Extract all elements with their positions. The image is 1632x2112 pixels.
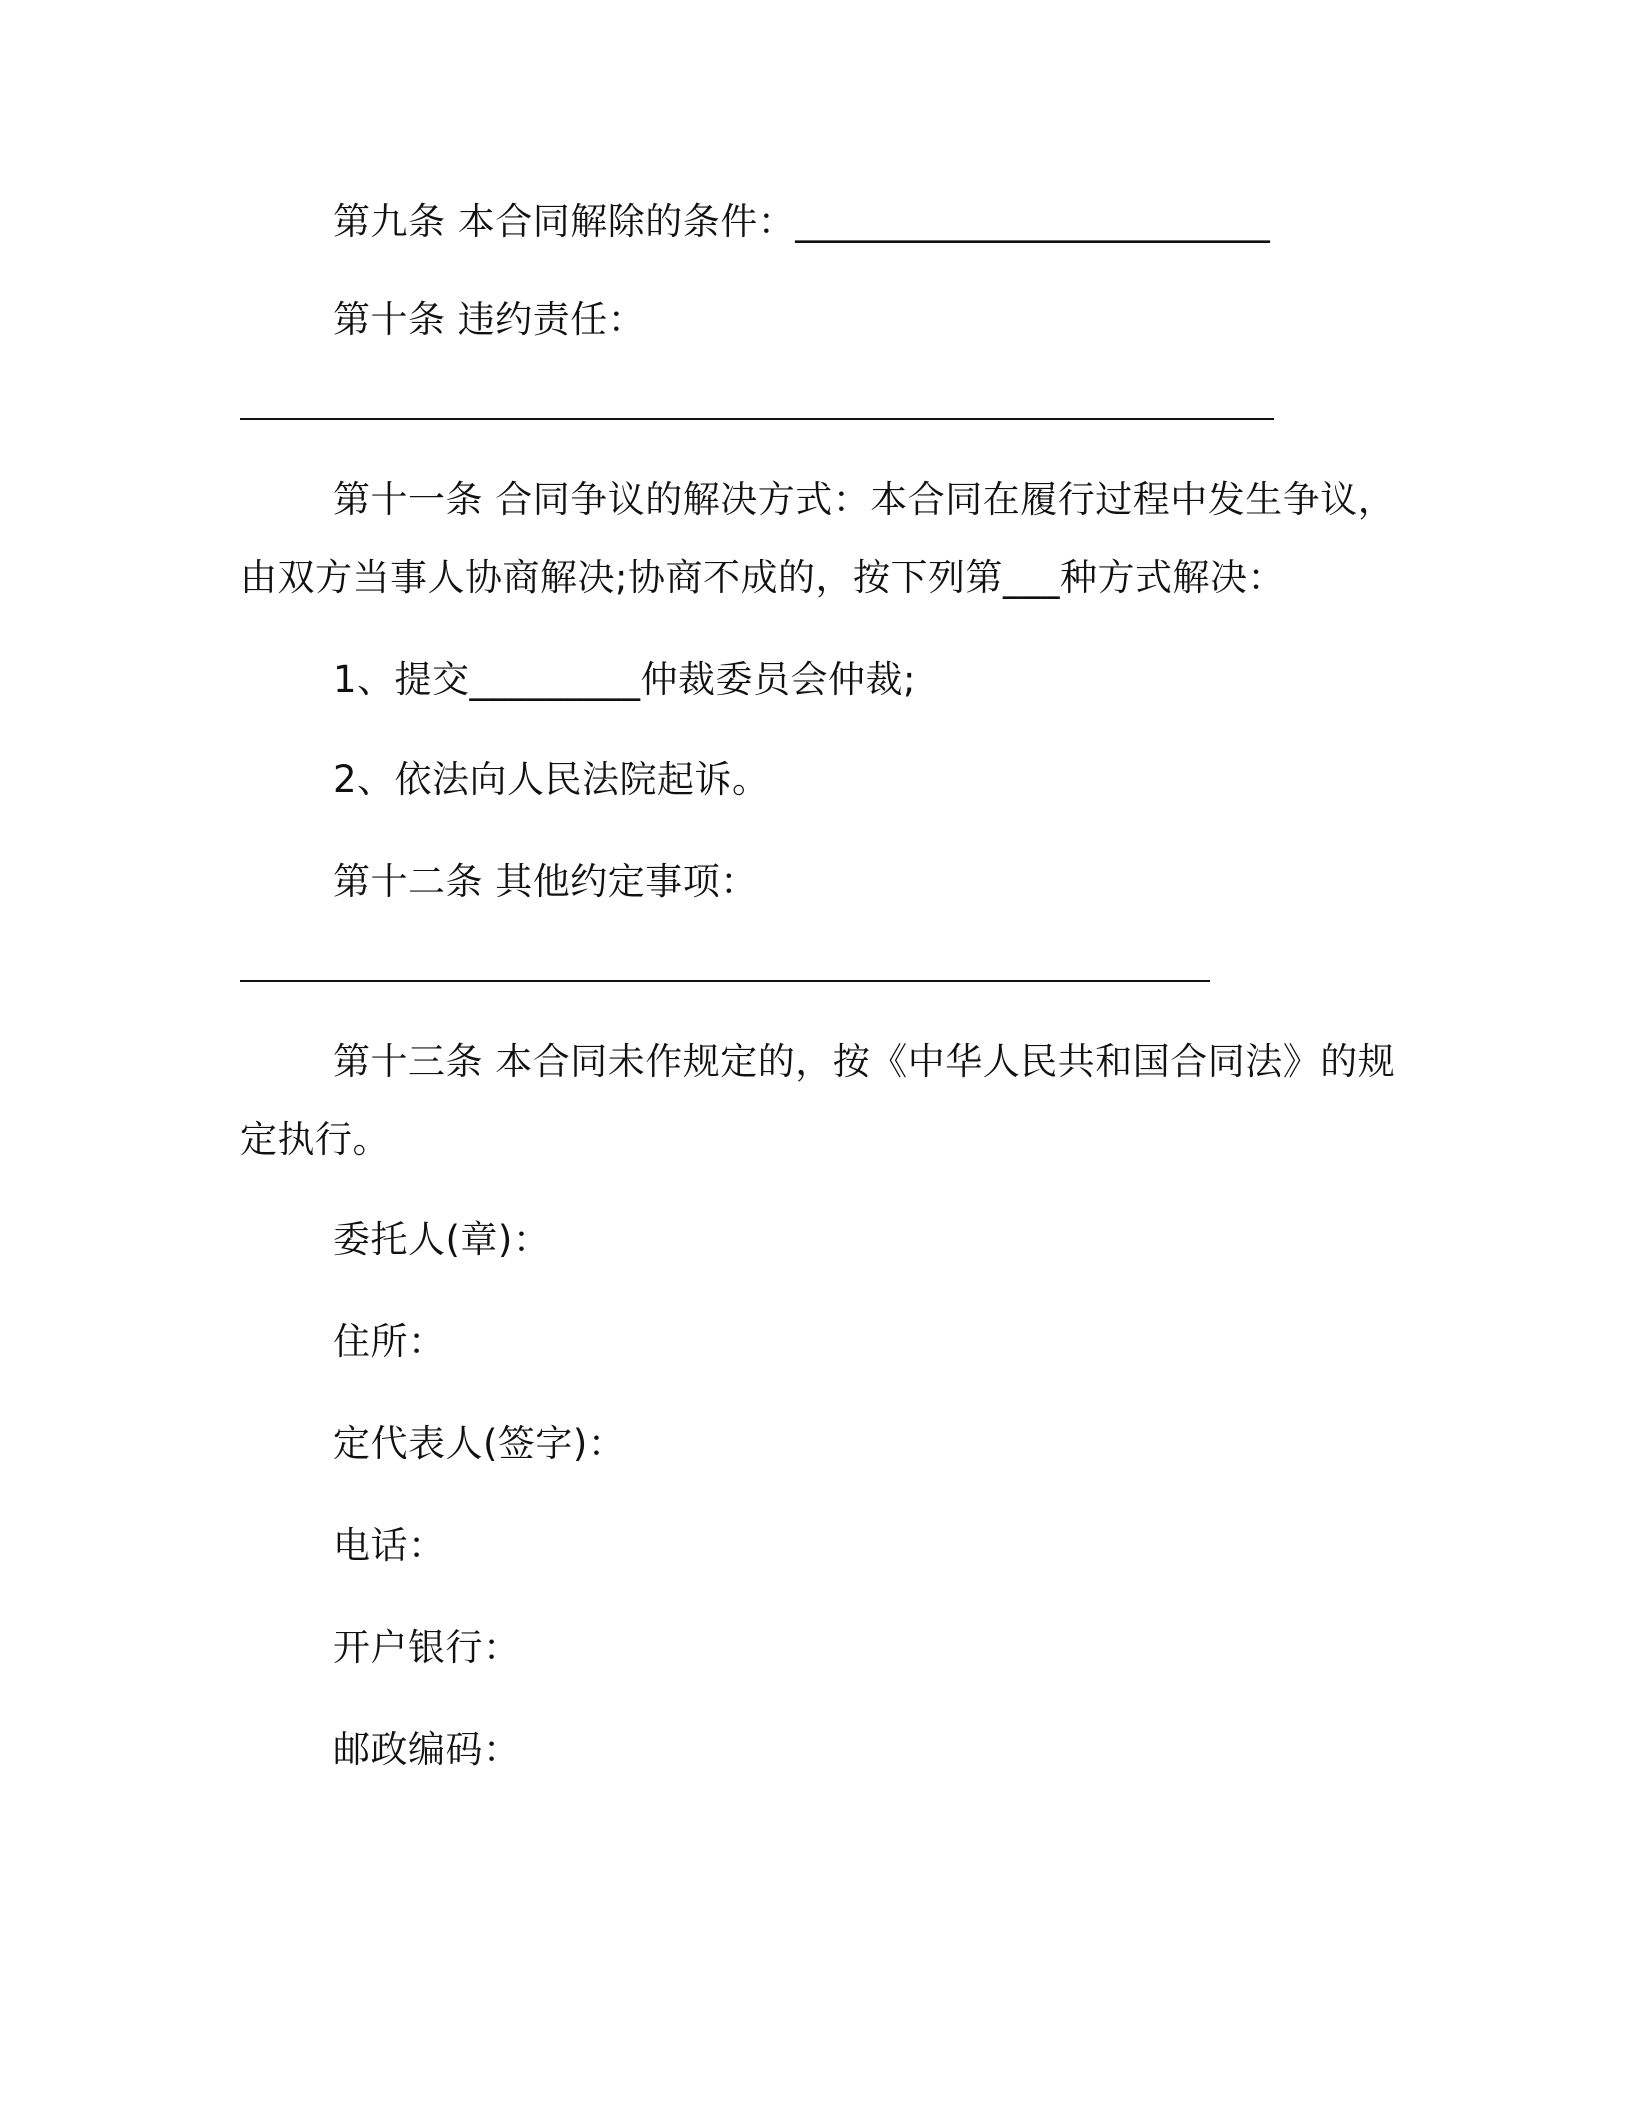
field-representative-signature: 定代表人(签字)： [333, 1422, 626, 1465]
article-12-other-matters: 第十二条 其他约定事项： [333, 860, 758, 903]
dispute-option-1: 1、提交_________仲裁委员会仲裁; [333, 658, 917, 701]
field-bank: 开户银行： [333, 1626, 521, 1669]
field-principal-seal: 委托人(章)： [333, 1218, 551, 1261]
article-12-blank-line [240, 980, 1210, 982]
article-13-line-1: 第十三条 本合同未作规定的，按《中华人民共和国合同法》的规 [333, 1040, 1396, 1083]
dispute-option-2: 2、依法向人民法院起诉。 [333, 758, 770, 801]
article-11-line-2: 由双方当事人协商解决;协商不成的，按下列第___种方式解决： [240, 556, 1285, 599]
field-phone: 电话： [333, 1524, 446, 1567]
article-10-breach-liability: 第十条 违约责任： [333, 298, 646, 341]
field-address: 住所： [333, 1320, 446, 1363]
article-11-line-1: 第十一条 合同争议的解决方式：本合同在履行过程中发生争议， [333, 478, 1396, 521]
article-13-line-2: 定执行。 [240, 1118, 390, 1161]
article-9-termination-conditions: 第九条 本合同解除的条件：_________________________ [333, 200, 1271, 243]
article-10-blank-line [240, 418, 1274, 420]
field-postcode: 邮政编码： [333, 1728, 521, 1771]
